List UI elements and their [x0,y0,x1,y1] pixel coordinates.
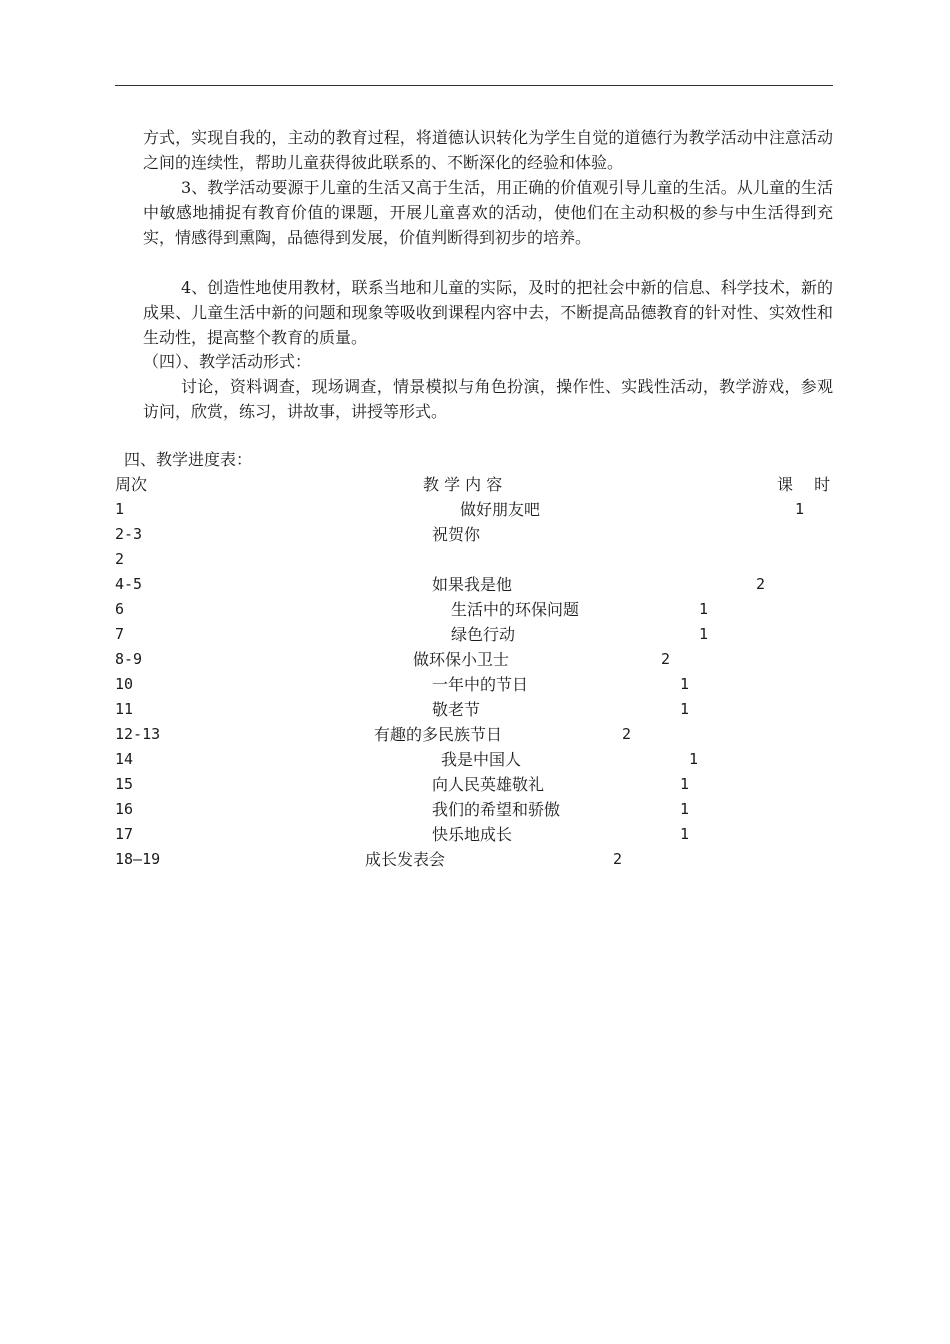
row-hours: 1 [795,500,805,518]
row-content: 祝贺你 [432,525,481,544]
row-content: 向人民英雄敬礼 [432,775,545,794]
row-week: 1 [115,500,125,518]
row-week: 16 [115,800,134,818]
row-week: 6 [115,600,125,618]
row-week: 12-13 [115,725,161,743]
row-content: 成长发表会 [365,850,446,869]
row-content: 快乐地成长 [432,825,513,844]
row-week: 10 [115,675,134,693]
row-hours: 2 [756,575,766,593]
row-week: 8-9 [115,650,143,668]
header-content: 教 学 内 容 [423,475,503,494]
row-week: 7 [115,625,125,643]
schedule-title: 四、教学进度表： [124,450,253,469]
header-rule [115,85,833,86]
paragraph-point-4: 4、创造性地使用教材，联系当地和儿童的实际，及时的把社会中新的信息、科学技术，新的成果、儿童生活中新的问题和现象等吸收到课程内容中去，不断提高品德教育的针对性、实效性和生动性，提高整个教育的质量。 [143,278,833,347]
row-hours: 1 [680,775,690,793]
row-content: 敬老节 [432,700,481,719]
row-week: 15 [115,775,134,793]
row-week: 14 [115,750,134,768]
row-content: 绿色行动 [451,625,516,644]
row-hours: 2 [613,850,623,868]
row-hours: 1 [699,600,709,618]
row-week: 2 [115,550,125,568]
row-hours: 1 [689,750,699,768]
paragraph-point-3: 3、教学活动要源于儿童的生活又高于生活，用正确的价值观引导儿童的生活。从儿童的生活中敏感地捕捉有教育价值的课题，开展儿童喜欢的活动，使他们在主动积极的参与中生活得到充实，情感得到熏陶，品德得到发展，价值判断得到初步的培养。 [143,178,833,247]
row-content: 做环保小卫士 [413,650,510,669]
header-hours: 课 时 [777,475,839,494]
row-hours: 2 [661,650,671,668]
row-content: 一年中的节日 [432,675,529,694]
row-hours: 1 [680,800,690,818]
row-hours: 1 [680,825,690,843]
row-week: 4-5 [115,575,143,593]
row-content: 有趣的多民族节日 [374,725,503,744]
row-content: 我是中国人 [441,750,522,769]
row-content: 如果我是他 [432,575,513,594]
row-content: 做好朋友吧 [460,500,541,519]
row-week: 17 [115,825,134,843]
row-hours: 1 [680,700,690,718]
row-hours: 2 [622,725,632,743]
section-heading-4: （四）、教学活动形式： [143,352,312,371]
row-hours: 1 [680,675,690,693]
row-content: 我们的希望和骄傲 [432,800,561,819]
row-week: 11 [115,700,134,718]
row-hours: 1 [699,625,709,643]
row-week: 2-3 [115,525,143,543]
paragraph-activity-forms: 讨论，资料调查，现场调查，情景模拟与角色扮演，操作性、实践性活动，教学游戏，参观访问，欣赏，练习，讲故事，讲授等形式。 [143,377,833,421]
row-week: 18—19 [115,850,161,868]
row-content: 生活中的环保问题 [451,600,580,619]
paragraph-continuation: 方式，实现自我的，主动的教育过程，将道德认识转化为学生自觉的道德行为教学活动中注意活动之间的连续性，帮助儿童获得彼此联系的、不断深化的经验和体验。 [143,128,833,172]
header-week: 周次 [115,475,148,494]
